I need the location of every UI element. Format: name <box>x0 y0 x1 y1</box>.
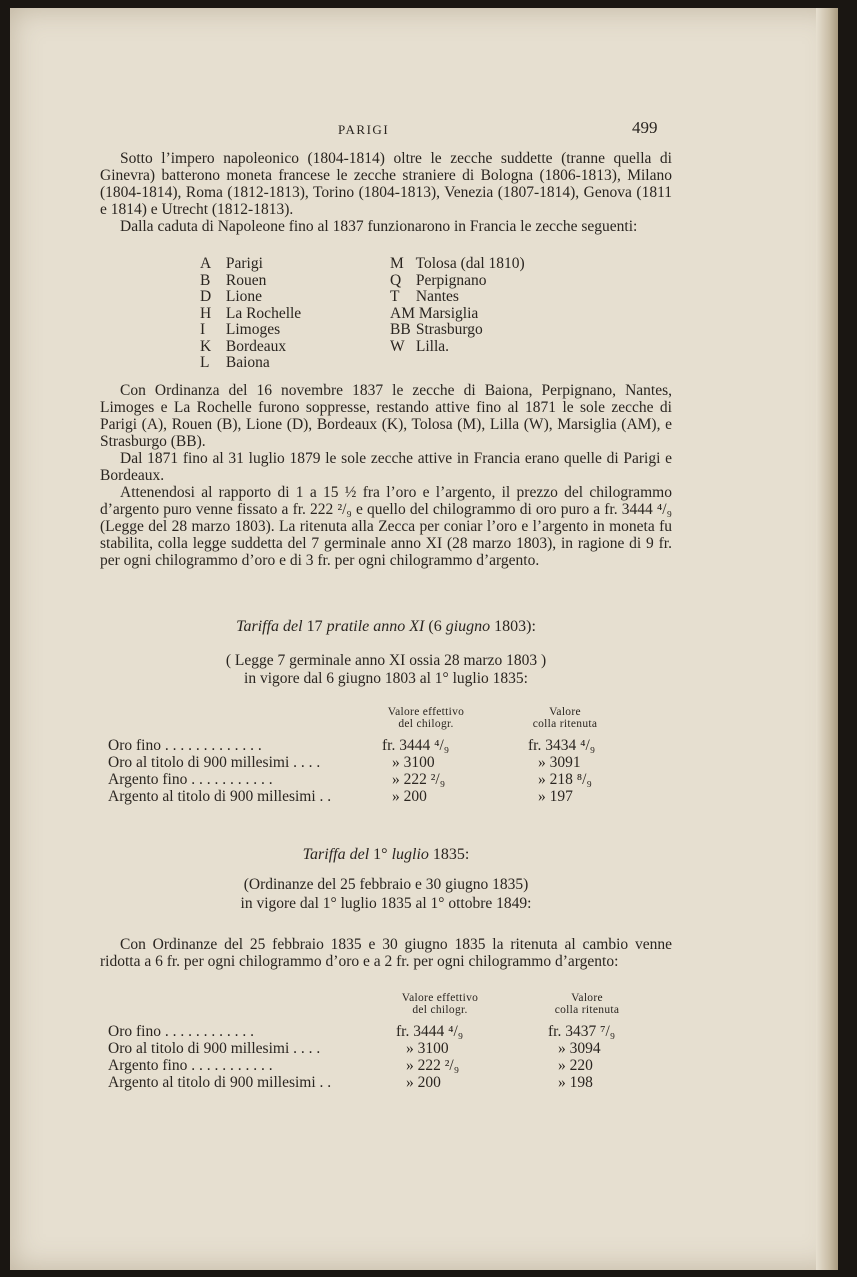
tariff-2-ordinances: (Ordinanze del 25 febbraio e 30 giugno 1835) <box>243 876 529 893</box>
mint-item: AM Marsiglia <box>390 304 479 322</box>
paragraph-post-napoleon: Dalla caduta di Napoleone fino al 1837 funzionarono in Francia le zecche seguenti: <box>120 218 638 235</box>
mint-item: I Limoges <box>200 321 281 338</box>
tariff-2-title: Tariffa del 1° luglio 1835: <box>302 846 470 863</box>
mint-item: T Nantes <box>390 288 459 305</box>
page-edge <box>816 8 838 1270</box>
mint-item: M Tolosa (dal 1810) <box>390 255 525 272</box>
tariff-2-header-effective: Valore effettivo del chilogr. <box>401 992 479 1016</box>
mint-item: BB Strasburgo <box>390 321 483 338</box>
tariff-1-title: Tariffa del 17 pratile anno XI (6 giugno 1803): <box>236 618 536 635</box>
tariff-2-validity: in vigore dal 1° luglio 1835 al 1° ottobre 1849: <box>240 895 532 912</box>
table-row: Oro al titolo di 900 millesimi . . . . » 3100 » 3094 <box>108 1040 601 1057</box>
mint-item: W Lilla. <box>390 337 450 355</box>
mint-item: D Lione <box>200 288 263 305</box>
table-row: Argento fino . . . . . . . . . . . » 222 ²/₉ » 218 ⁸/₉ <box>108 771 592 788</box>
book-page <box>10 8 838 1270</box>
closing-text <box>100 936 672 970</box>
tariff-1-law: ( Legge 7 germinale anno XI ossia 28 marzo 1803 ) <box>225 652 547 669</box>
mint-item: Q Perpignano <box>390 271 487 289</box>
table-row: Oro fino . . . . . . . . . . . . . fr. 3444 ⁴/₉ fr. 3434 ⁴/₉ <box>108 737 596 754</box>
paragraph-napoleonic-mints: Sotto l’impero napoleonico (1804-1814) oltre le zecche suddette (tranne quella di Ginevra) batterono moneta francese le zecche straniere di Bologna (1806-1813), Milano (1804-1814), Roma (1812-1813), Torino (1804-1813), Venezia (1807-1814), Genova (1811 e 1814) e Utrecht (1812-1813). <box>100 150 672 218</box>
paragraph-ordinance-1837: Con Ordinanza del 16 novembre 1837 le zecche di Baiona, Perpignano, Nantes, Limoges e La Rochelle furono soppresse, restando attive fino al 1871 le sole zecche di Parigi (A), Rouen (B), Lione (D), Bordeaux (K), Tolosa (M), Lilla (W), Marsiglia (AM), e Strasburgo (BB). <box>100 382 672 450</box>
intro-text <box>100 150 672 235</box>
mint-column-2 <box>390 256 525 355</box>
mint-column-1 <box>200 256 301 372</box>
table-row: Oro fino . . . . . . . . . . . . fr. 3444 ⁴/₉ fr. 3437 ⁷/₉ <box>108 1023 616 1040</box>
paragraph-ordinances-1835: Con Ordinanze del 25 febbraio 1835 e 30 giugno 1835 la ritenuta al cambio venne ridotta a 6 fr. per ogni chilogrammo d’oro e a 2 fr. per ogni chilogrammo d’argento: <box>100 936 672 970</box>
tariff-1-header-retained: Valore colla ritenuta <box>532 706 598 730</box>
mint-item: A Parigi <box>200 255 263 272</box>
table-row: Argento al titolo di 900 millesimi . . » 200 » 198 <box>108 1074 593 1091</box>
tariff-2-header-retained: Valore colla ritenuta <box>554 992 620 1016</box>
paragraph-1871-1879: Dal 1871 fino al 31 luglio 1879 le sole zecche attive in Francia erano quelle di Parigi e Bordeaux. <box>100 450 672 484</box>
mint-item: K Bordeaux <box>200 337 287 355</box>
mint-item: B Rouen <box>200 271 267 289</box>
paragraph-gold-silver-ratio: Attenendosi al rapporto di 1 a 15 ½ fra l’oro e l’argento, il prezzo del chilogrammo d’argento puro venne fissato a fr. 222 ²/₉ e quello del chilogrammo di oro puro a fr. 3444 ⁴/₉ (Legge del 28 marzo 1803). La ritenuta alla Zecca per coniar l’oro e l’argento in moneta fu stabilita, colla legge suddetta del 7 germinale anno XI (28 marzo 1803), in ragione di 9 fr. per ogni chilogrammo d’oro e di 3 fr. per ogni chilogrammo d’argento. <box>100 484 672 569</box>
table-row: Argento al titolo di 900 millesimi . . » 200 » 197 <box>108 788 573 805</box>
table-row: Argento fino . . . . . . . . . . . » 222 ²/₉ » 220 <box>108 1057 593 1074</box>
tariff-1-header-effective: Valore effettivo del chilogr. <box>387 706 465 730</box>
middle-text <box>100 382 672 569</box>
page-header <box>10 118 838 142</box>
running-title: PARIGI <box>338 122 390 137</box>
mint-item: H La Rochelle <box>200 304 302 322</box>
mint-item: L Baiona <box>200 354 270 371</box>
page-number: 499 <box>632 118 658 137</box>
table-row: Oro al titolo di 900 millesimi . . . . » 3100 » 3091 <box>108 754 581 771</box>
tariff-1-validity: in vigore dal 6 giugno 1803 al 1° luglio 1835: <box>244 670 528 687</box>
